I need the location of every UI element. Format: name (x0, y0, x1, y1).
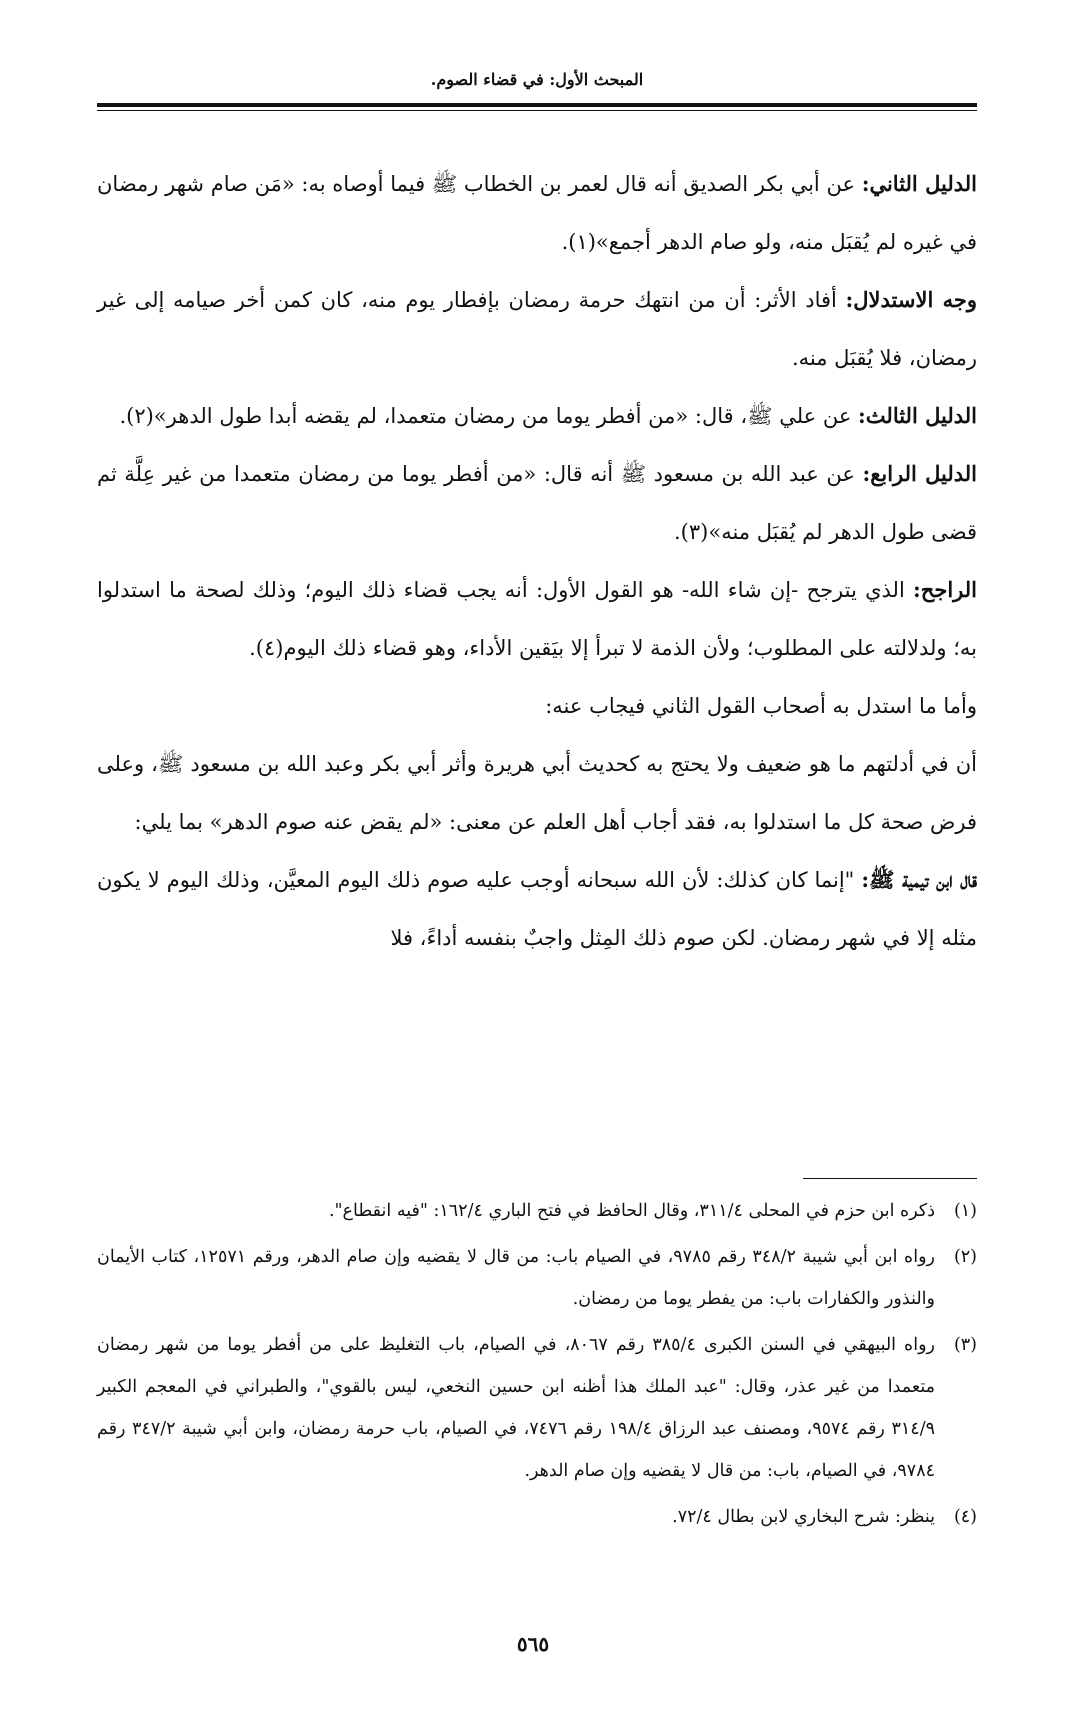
running-header: المبحث الأول: في قضاء الصوم. (430, 70, 644, 89)
paragraph-inference (97, 271, 977, 387)
footnote-text: رواه ابن أبي شيبة ٣٤٨/٢ رقم ٩٧٨٥، في الصيام باب: من قال لا يقضيه وإن صام الدهر، ورقم ١٢٥٧١، كتاب الأيمان والنذور والكفارات باب: من يفطر يوما من رمضان. (97, 1247, 935, 1309)
label-ibn-taymiyya: قال ابن تيمية ﷺ: (861, 867, 977, 892)
text-ibn-taymiyya: "إنما كان كذلك: لأن الله سبحانه أوجب عليه صوم ذلك اليوم المعيَّن، وذلك اليوم لا يكون مثله إلا في شهر رمضان. لكن صوم ذلك المِثل واجبٌ بنفسه أداءً، فلا (97, 868, 977, 950)
footnote-number: (٤) (953, 1507, 977, 1527)
label-evidence-3: الدليل الثالث: (858, 403, 977, 428)
text-preferred: الذي يترجح -إن شاء الله- هو القول الأول: أنه يجب قضاء ذلك اليوم؛ وذلك لصحة ما استدلوا به؛ ولدلالته على المطلوب؛ ولأن الذمة لا تبرأ إلا بيَقين الأداء، وهو قضاء ذلك اليوم(٤). (97, 578, 977, 660)
header-rule-thin (97, 110, 977, 111)
paragraph-evidence-4 (97, 445, 977, 561)
paragraph-ibn-taymiyya (97, 851, 977, 967)
label-evidence-2: الدليل الثاني: (861, 171, 978, 196)
label-preferred: الراجح: (913, 577, 977, 602)
paragraph-response-intro: وأما ما استدل به أصحاب القول الثاني فيجاب عنه: (545, 694, 977, 718)
footnote-2 (97, 1236, 977, 1320)
footnote-4 (97, 1496, 977, 1538)
footnote-text: رواه البيهقي في السنن الكبرى ٣٨٥/٤ رقم ٨٠٦٧، في الصيام، باب التغليظ على من أفطر يوما من شهر رمضان متعمدا من غير عذر، وقال: "عبد الملك هذا أظنه ابن حسين النخعي، ليس بالقوي"، والطبراني في المعجم الكبير ٣١٤/٩ رقم ٩٥٧٤، ومصنف عبد الرزاق ١٩٨/٤ رقم ٧٤٧٦، في الصيام، باب حرمة رمضان، وابن أبي شيبة ٣٤٧/٢ رقم ٩٧٨٤، في الصيام، باب: من قال لا يقضيه وإن صام الدهر. (97, 1335, 935, 1481)
paragraph-evidence-3 (97, 387, 977, 445)
footnote-number: (١) (953, 1201, 977, 1221)
footnotes (97, 1190, 977, 1542)
footnote-text: ذكره ابن حزم في المحلى ٣١١/٤، وقال الحافظ في فتح الباري ١٦٢/٤: "فيه انقطاع". (328, 1201, 935, 1221)
paragraph-preferred (97, 561, 977, 677)
text-evidence-4: عن عبد الله بن مسعود ﷺ أنه قال: «من أفطر يوما من رمضان متعمدا من غير عِلَّة ثم قضى طول الدهر لم يُقبَل منه»(٣). (97, 462, 977, 544)
footnote-text: ينظر: شرح البخاري لابن بطال ٧٢/٤. (672, 1507, 935, 1527)
header-rule-thick (97, 103, 977, 107)
page-number: ٥٦٥ (516, 1632, 550, 1656)
text-evidence-3: عن علي ﷺ، قال: «من أفطر يوما من رمضان متعمدا، لم يقضه أبدا طول الدهر»(٢). (119, 404, 859, 428)
footnote-number: (٣) (953, 1335, 977, 1355)
label-inference: وجه الاستدلال: (845, 287, 977, 312)
paragraph-evidence-2 (97, 155, 977, 271)
text-inference: أفاد الأثر: أن من انتهك حرمة رمضان بإفطار يوم منه، كان كمن أخر صيامه إلى غير رمضان، فلا يُقبَل منه. (97, 288, 977, 370)
paragraph-response: أن في أدلتهم ما هو ضعيف ولا يحتج به كحديث أبي هريرة وأثر أبي بكر وعبد الله بن مسعود ﷺ، وعلى فرض صحة كل ما استدلوا به، فقد أجاب أهل العلم عن معنى: «لم يقض عنه صوم الدهر» بما يلي: (97, 752, 977, 834)
footnote-1 (97, 1190, 977, 1232)
text-evidence-2: عن أبي بكر الصديق أنه قال لعمر بن الخطاب ﷺ فيما أوصاه به: «مَن صام شهر رمضان في غيره لم يُقبَل منه، ولو صام الدهر أجمع»(١). (97, 172, 977, 254)
footnote-number: (٢) (953, 1247, 977, 1267)
footnote-separator (803, 1178, 977, 1179)
footnote-3 (97, 1324, 977, 1492)
label-evidence-4: الدليل الرابع: (862, 461, 977, 486)
main-text (97, 155, 977, 967)
